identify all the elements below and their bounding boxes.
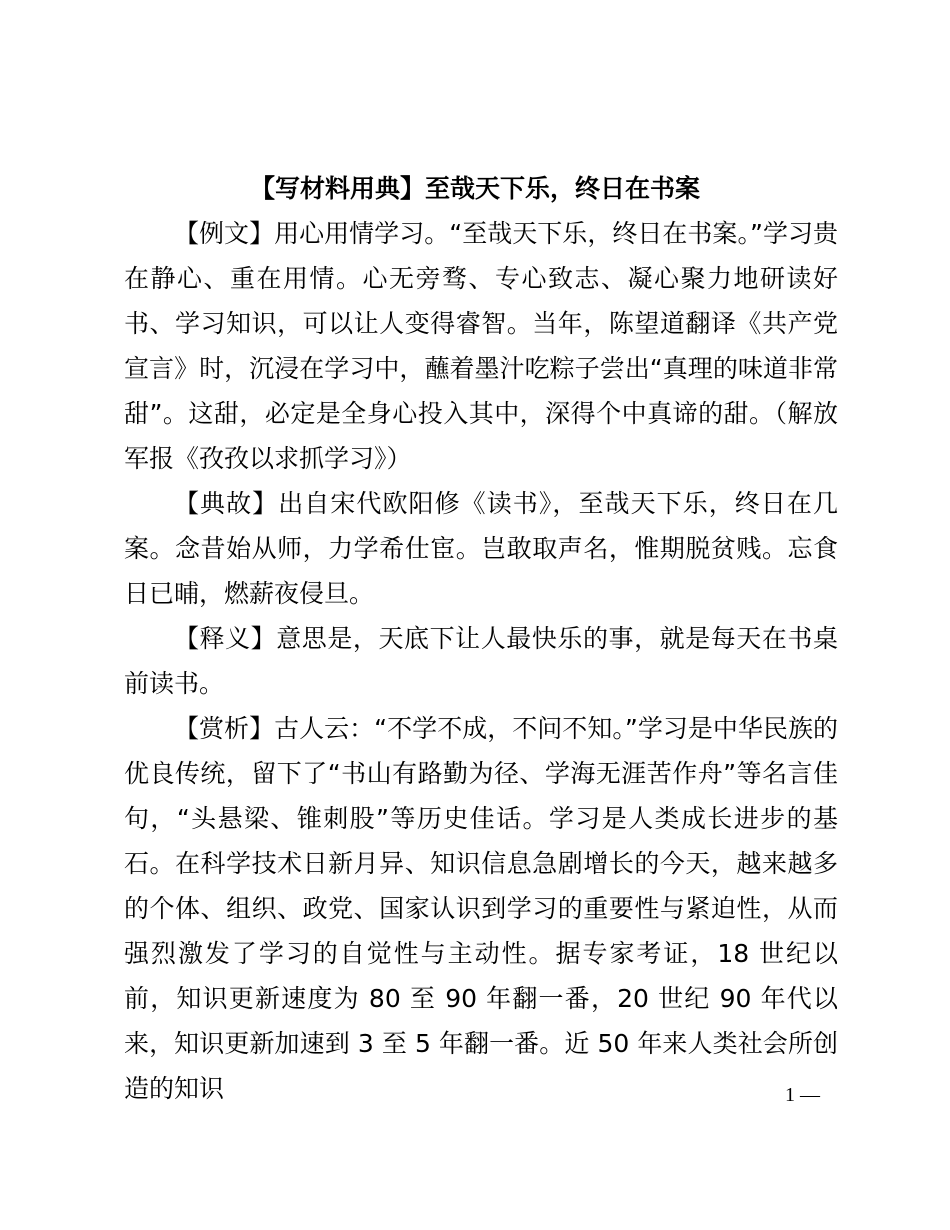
paragraph-example: 【例文】用心用情学习。“至哉天下乐，终日在书案。”学习贵在静心、重在用情。心无旁骛、专心致志、凝心聚力地研读好书、学习知识，可以让人变得睿智。当年，陈望道翻译《共产党宣言》时，沉浸在学习中，蘸着墨汁吃粽子尝出“真理的味道非常甜”。这甜，必定是全身心投入其中，深得个中真谛的甜。（解放军报《孜孜以求抓学习》） [124, 219, 838, 473]
paragraph-appreciation: 【赏析】古人云：“不学不成，不问不知。”学习是中华民族的优良传统，留下了“书山有路勤为径、学海无涯苦作舟”等名言佳句，“头悬梁、锥刺股”等历史佳话。学习是人类成长进步的基石。在科学技术日新月异、知识信息急剧增长的今天，越来越多的个体、组织、政党、国家认识到学习的重要性与紧迫性，从而强烈激发了学习的自觉性与主动性。据专家考证，18 世纪以前，知识更新速度为 80 至 90 年翻一番，20 世纪 90 年代以来，知识更新加速到 3 至 5 年翻一番。近 50 年来人类社会所创造的知识 [124, 714, 838, 1103]
document-title: 【写材料用典】至哉天下乐，终日在书案 [249, 174, 700, 203]
paragraph-allusion: 【典故】出自宋代欧阳修《读书》，至哉天下乐，终日在几案。念昔始从师，力学希仕宦。岂敢取声名，惟期脱贫贱。忘食日已晡，燃薪夜侵旦。 [124, 489, 838, 608]
paragraph-meaning: 【释义】意思是，天底下让人最快乐的事，就是每天在书桌前读书。 [124, 624, 838, 698]
document-body [124, 211, 838, 1111]
page-number: 1 — [785, 1084, 820, 1106]
